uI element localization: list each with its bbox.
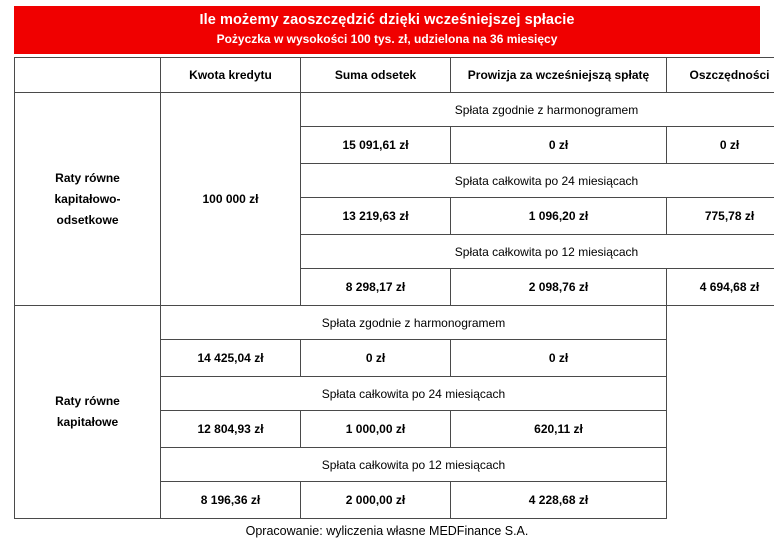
commission-value: 1 096,20 zł — [451, 198, 667, 235]
section-label: Spłata całkowita po 12 miesiącach — [161, 448, 667, 482]
savings-value: 0 zł — [667, 127, 774, 164]
commission-value: 2 098,76 zł — [451, 269, 667, 306]
section-label: Spłata zgodnie z harmonogramem — [301, 93, 774, 127]
header-savings: Oszczędności — [667, 58, 774, 93]
savings-table — [14, 57, 774, 519]
savings-value: 775,78 zł — [667, 198, 774, 235]
loan-amount-value: 100 000 zł — [161, 93, 301, 306]
header-early-repayment-commission: Prowizja za wcześniejszą spłatę — [451, 58, 667, 93]
section-label: Spłata zgodnie z harmonogramem — [161, 306, 667, 340]
source-note: Opracowanie: wyliczenia własne MEDFinance S.A. — [0, 524, 774, 538]
title-banner — [14, 6, 760, 54]
commission-value: 0 zł — [451, 127, 667, 164]
savings-value: 4 694,68 zł — [667, 269, 774, 306]
commission-value: 0 zł — [301, 340, 451, 377]
table-row — [15, 306, 774, 340]
savings-value: 620,11 zł — [451, 411, 667, 448]
interest-value: 8 196,36 zł — [161, 482, 301, 519]
title-main: Ile możemy zaoszczędzić dzięki wcześniejszej spłacie — [14, 10, 760, 30]
section-label: Spłata całkowita po 24 miesiącach — [301, 164, 774, 198]
group-label-line: odsetkowe — [15, 210, 160, 231]
group-label-line: Raty równe — [15, 391, 160, 412]
group-label-annuity — [15, 93, 161, 306]
commission-value: 2 000,00 zł — [301, 482, 451, 519]
interest-value: 15 091,61 zł — [301, 127, 451, 164]
commission-value: 1 000,00 zł — [301, 411, 451, 448]
table-row — [15, 93, 774, 127]
title-sub: Pożyczka w wysokości 100 tys. zł, udzielona na 36 miesięcy — [14, 30, 760, 48]
interest-value: 12 804,93 zł — [161, 411, 301, 448]
interest-value: 14 425,04 zł — [161, 340, 301, 377]
interest-value: 13 219,63 zł — [301, 198, 451, 235]
section-label: Spłata całkowita po 12 miesiącach — [301, 235, 774, 269]
group-label-line: Raty równe — [15, 168, 160, 189]
group-label-linear — [15, 306, 161, 519]
group-label-line: kapitałowe — [15, 412, 160, 433]
header-loan-amount: Kwota kredytu — [161, 58, 301, 93]
interest-value: 8 298,17 zł — [301, 269, 451, 306]
header-interest-sum: Suma odsetek — [301, 58, 451, 93]
header-group — [15, 58, 161, 93]
infographic-sheet — [0, 6, 774, 547]
group-label-line: kapitałowo- — [15, 189, 160, 210]
savings-value: 0 zł — [451, 340, 667, 377]
savings-value: 4 228,68 zł — [451, 482, 667, 519]
section-label: Spłata całkowita po 24 miesiącach — [161, 377, 667, 411]
table-header-row — [15, 58, 774, 93]
